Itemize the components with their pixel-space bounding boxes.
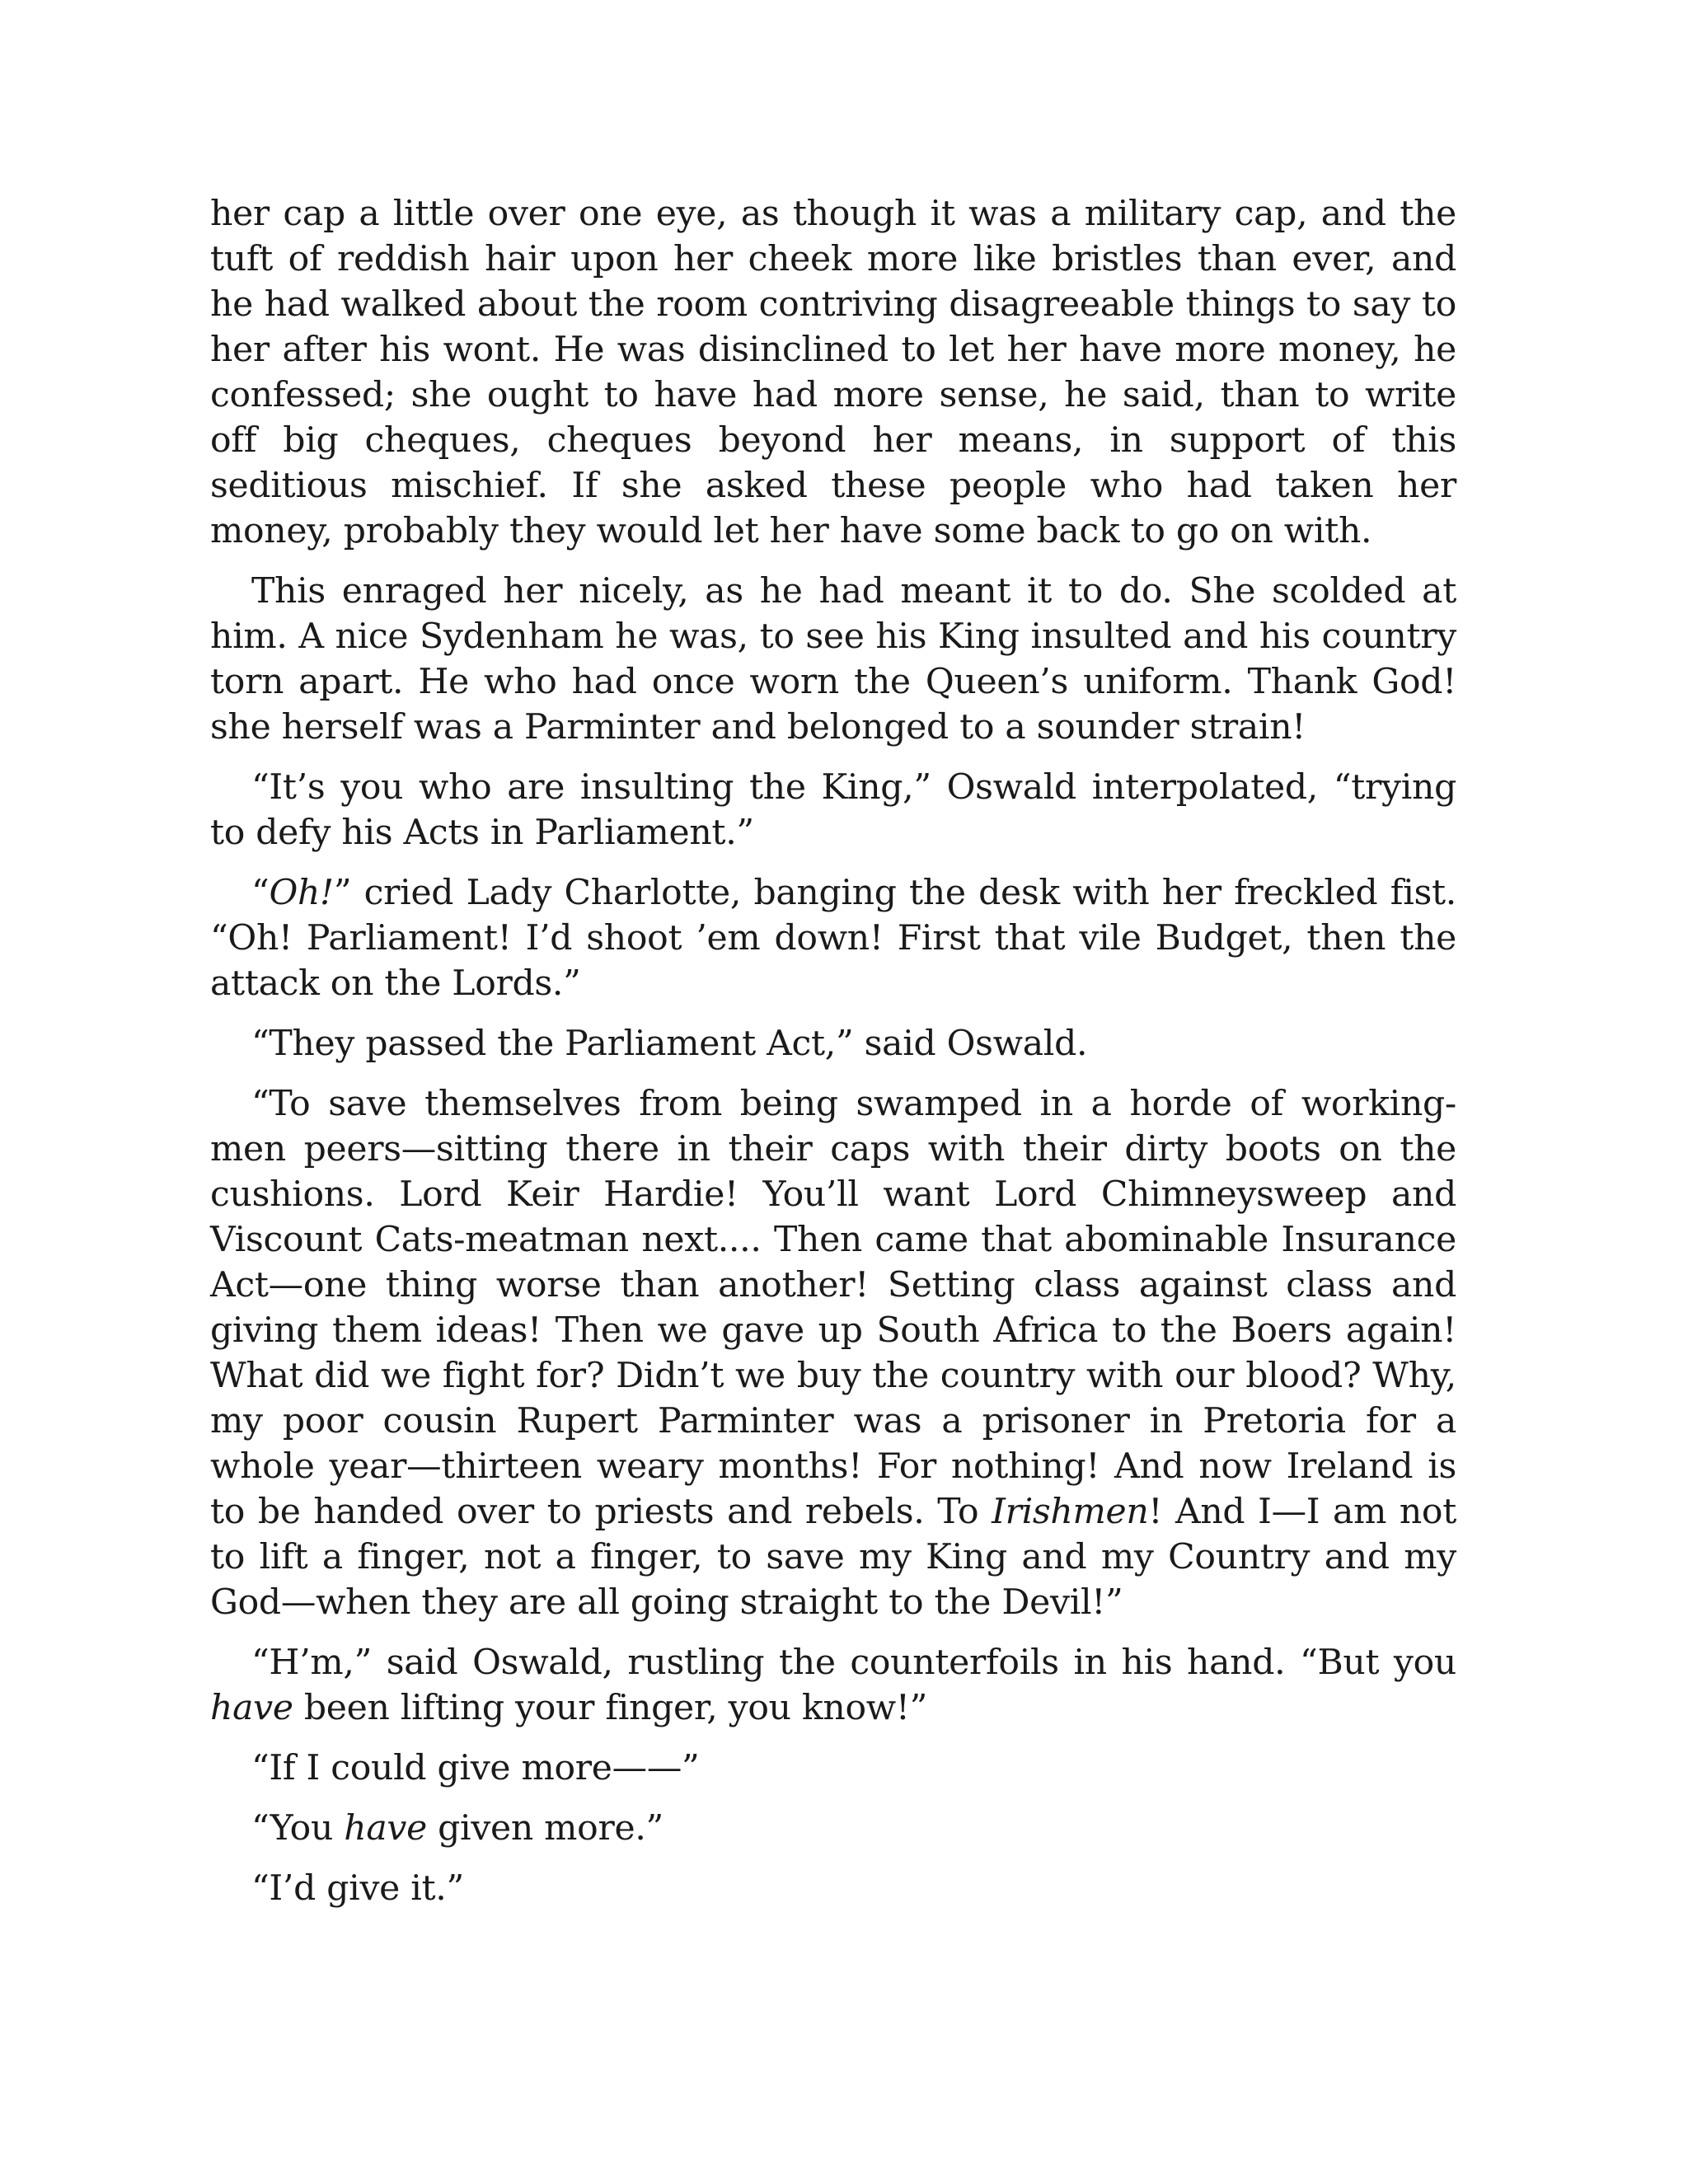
italic-run: have: [210, 1688, 293, 1728]
paragraph-10: [210, 1866, 1456, 1911]
text-run: ! And I—I am not to lift a finger, not a finger, to save my King and my Country and my God—when they are all going straight to the Devil!”: [210, 1492, 1456, 1623]
text-run: “It’s you who are insulting the King,” Oswald interpolated, “trying to defy his Acts in Parliament.”: [210, 767, 1456, 853]
text-run: This enraged her nicely, as he had meant it to do. She scolded at him. A nice Sydenham he was, to see his King insulted and his country torn apart. He who had once worn the Queen’s uniform. Thank God! she herself was a Parminter and belonged to a sounder strain!: [210, 571, 1456, 748]
paragraph-2: [210, 569, 1456, 750]
paragraph-8: [210, 1746, 1456, 1791]
text-run: ” cried Lady Charlotte, banging the desk with her freckled fist. “Oh! Parliament! I’d shoot ’em down! First that vile Budget, then the attack on the Lords.”: [210, 873, 1456, 1004]
italic-run: Irishmen: [992, 1492, 1149, 1532]
text-run: given more.”: [426, 1808, 663, 1849]
text-run: “You: [251, 1808, 345, 1849]
text-run: been lifting your finger, you know!”: [293, 1688, 928, 1728]
italic-run: Oh!: [269, 873, 334, 913]
book-page-text: [210, 191, 1456, 1911]
text-run: “They passed the Parliament Act,” said Oswald.: [251, 1024, 1088, 1064]
paragraph-4: [210, 870, 1456, 1006]
paragraph-6: [210, 1081, 1456, 1625]
text-run: “To save themselves from being swamped in a horde of working-men peers—sitting there in their caps with their dirty boots on the cushions. Lord Keir Hardie! You’ll want Lord Chimneysweep and Viscount Cats-meatman next.... Then came that abominable Insurance Act—one thing worse than another! Setting class against class and giving them ideas! Then we gave up South Africa to the Boers again! What did we fight for? Didn’t we buy the country with our blood? Why, my poor cousin Rupert Parminter was a prisoner in Pretoria for a whole year—thirteen weary months! For nothing! And now Ireland is to be handed over to priests and rebels. To: [210, 1084, 1456, 1532]
italic-run: have: [344, 1808, 427, 1849]
text-run: “I’d give it.”: [251, 1868, 464, 1909]
text-run: “H’m,” said Oswald, rustling the counterfoils in his hand. “But you: [251, 1643, 1456, 1683]
paragraph-7: [210, 1640, 1456, 1731]
paragraph-1: [210, 191, 1456, 554]
paragraph-9: [210, 1806, 1456, 1851]
text-run: “: [251, 873, 270, 913]
paragraph-3: [210, 765, 1456, 855]
paragraph-5: [210, 1021, 1456, 1066]
text-run: “If I could give more——”: [251, 1748, 700, 1788]
text-run: her cap a little over one eye, as though it was a military cap, and the tuft of reddish hair upon her cheek more like bristles than ever, and he had walked about the room contriving disagreeable things to say to her after his wont. He was disinclined to let her have more money, he confessed; she ought to have had more sense, he said, than to write off big cheques, cheques beyond her means, in support of this seditious mischief. If she asked these people who had taken her money, probably they would let her have some back to go on with.: [210, 194, 1456, 551]
